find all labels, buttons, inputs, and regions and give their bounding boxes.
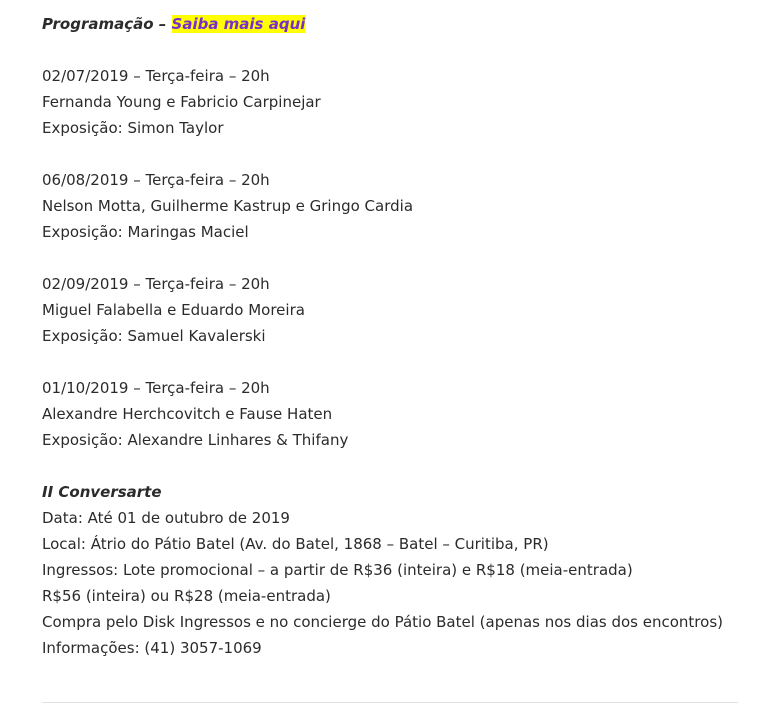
info-date: Data: Até 01 de outubro de 2019 bbox=[42, 509, 290, 527]
event-exhibit: Exposição: Samuel Kavalerski bbox=[42, 327, 266, 345]
event-block bbox=[42, 271, 742, 349]
spacer bbox=[42, 349, 742, 375]
spacer bbox=[42, 141, 742, 167]
event-date: 01/10/2019 – Terça-feira – 20h bbox=[42, 379, 270, 397]
article-content bbox=[42, 11, 742, 661]
programacao-heading bbox=[42, 11, 742, 37]
info-purchase: Compra pelo Disk Ingressos e no concierge do Pátio Batel (apenas nos dias dos encontros) bbox=[42, 613, 723, 631]
divider bbox=[42, 702, 738, 703]
event-date: 06/08/2019 – Terça-feira – 20h bbox=[42, 171, 270, 189]
event-guests: Nelson Motta, Guilherme Kastrup e Gringo Cardia bbox=[42, 197, 414, 215]
info-title: II Conversarte bbox=[42, 483, 162, 501]
event-guests: Miguel Falabella e Eduardo Moreira bbox=[42, 301, 305, 319]
info-contact: Informações: (41) 3057-1069 bbox=[42, 639, 262, 657]
programacao-label: Programação bbox=[42, 15, 154, 33]
info-location: Local: Átrio do Pátio Batel (Av. do Batel, 1868 – Batel – Curitiba, PR) bbox=[42, 535, 549, 553]
event-block bbox=[42, 63, 742, 141]
event-date: 02/09/2019 – Terça-feira – 20h bbox=[42, 275, 270, 293]
event-guests: Alexandre Herchcovitch e Fause Haten bbox=[42, 405, 333, 423]
event-block bbox=[42, 167, 742, 245]
saiba-mais-link[interactable]: Saiba mais aqui bbox=[171, 15, 306, 33]
event-exhibit: Exposição: Maringas Maciel bbox=[42, 223, 249, 241]
programacao-separator: – bbox=[153, 15, 172, 33]
event-exhibit: Exposição: Simon Taylor bbox=[42, 119, 224, 137]
info-tickets: Ingressos: Lote promocional – a partir de R$36 (inteira) e R$18 (meia-entrada) bbox=[42, 561, 633, 579]
event-exhibit: Exposição: Alexandre Linhares & Thifany bbox=[42, 431, 349, 449]
spacer bbox=[42, 37, 742, 63]
info-block bbox=[42, 479, 742, 661]
event-block bbox=[42, 375, 742, 453]
info-prices: R$56 (inteira) ou R$28 (meia-entrada) bbox=[42, 587, 331, 605]
event-date: 02/07/2019 – Terça-feira – 20h bbox=[42, 67, 270, 85]
event-guests: Fernanda Young e Fabricio Carpinejar bbox=[42, 93, 321, 111]
spacer bbox=[42, 453, 742, 479]
spacer bbox=[42, 245, 742, 271]
